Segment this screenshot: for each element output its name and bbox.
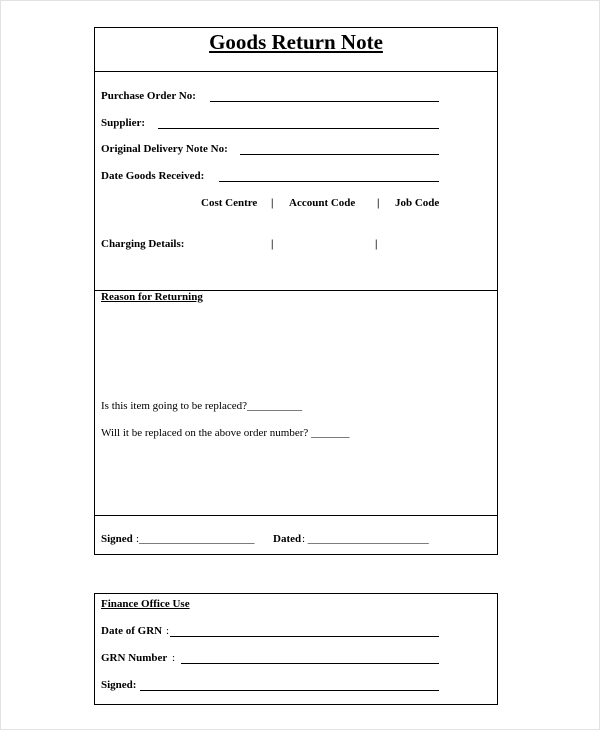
column-separator: |: [377, 197, 380, 209]
job-code-header: Job Code: [395, 197, 440, 209]
supplier-field[interactable]: [158, 128, 439, 129]
account-code-header: Account Code: [289, 197, 356, 209]
dated-field[interactable]: : ______________________: [302, 533, 429, 545]
finance-signed-field[interactable]: [140, 690, 439, 691]
grn-number-colon: :: [172, 652, 176, 664]
date-goods-received-label: Date Goods Received:: [101, 170, 205, 182]
charging-details-label: Charging Details:: [101, 238, 185, 250]
purchase-order-field[interactable]: [210, 101, 439, 102]
purchase-order-label: Purchase Order No:: [101, 90, 196, 102]
grn-number-label: GRN Number: [101, 652, 168, 664]
finance-signed-label: Signed:: [101, 679, 137, 691]
question-replaced[interactable]: Is this item going to be replaced?__________: [101, 400, 303, 412]
date-goods-received-field[interactable]: [219, 181, 439, 182]
column-separator: |: [271, 197, 274, 209]
column-separator: |: [375, 238, 378, 250]
date-of-grn-field[interactable]: [170, 636, 439, 637]
form-title: Goods Return Note: [209, 30, 383, 54]
cost-centre-header: Cost Centre: [201, 197, 258, 209]
finance-heading: Finance Office Use: [101, 598, 190, 610]
signed-field[interactable]: :_____________________: [136, 533, 255, 545]
supplier-label: Supplier:: [101, 117, 146, 129]
reason-heading: Reason for Returning: [101, 291, 203, 303]
original-delivery-note-label: Original Delivery Note No:: [101, 143, 228, 155]
grn-number-field[interactable]: [181, 663, 439, 664]
signed-label: Signed: [101, 533, 133, 545]
date-of-grn-colon: :: [166, 625, 170, 637]
column-separator: |: [271, 238, 274, 250]
original-delivery-note-field[interactable]: [240, 154, 439, 155]
dated-label: Dated: [273, 533, 302, 545]
question-same-order[interactable]: Will it be replaced on the above order number? _______: [101, 427, 350, 439]
date-of-grn-label: Date of GRN: [101, 625, 163, 637]
